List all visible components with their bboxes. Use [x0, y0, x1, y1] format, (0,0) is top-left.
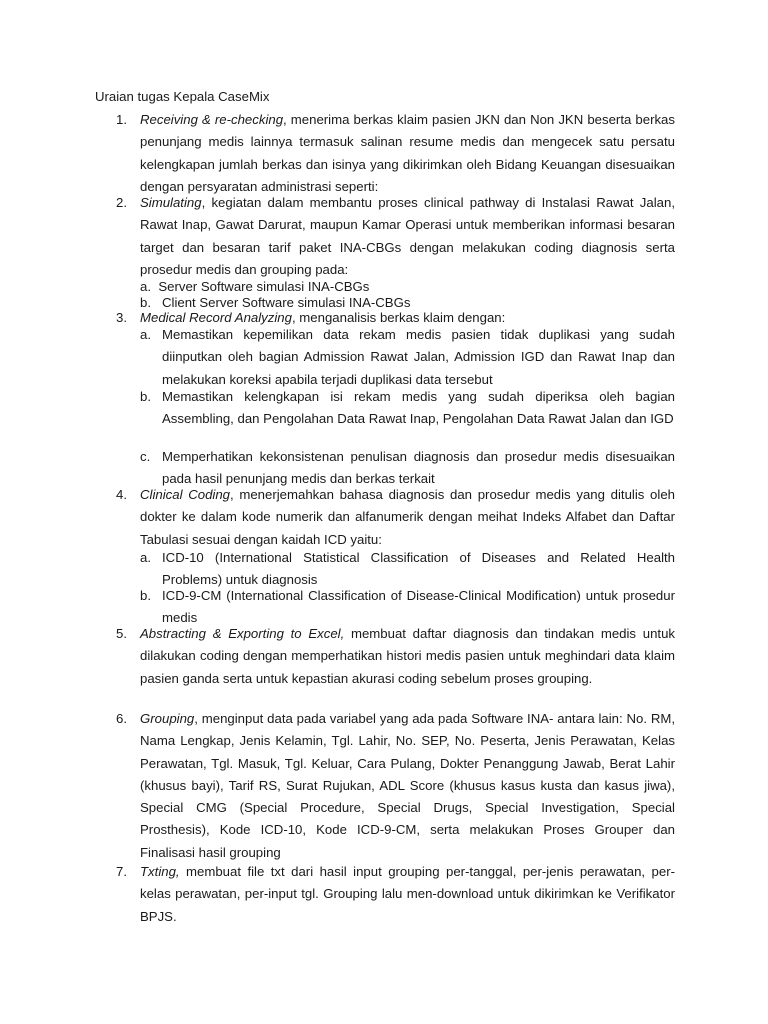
sub-item-text: Server Software simulasi INA-CBGs [158, 279, 370, 294]
item-heading: Clinical Coding [140, 487, 230, 502]
item-number: 5. [116, 626, 127, 641]
item-heading: Medical Record Analyzing [140, 310, 292, 325]
sub-item-text: Client Server Software simulasi INA-CBGs [162, 295, 411, 310]
item-heading: Grouping [140, 711, 195, 726]
sub-item-letter: b. [140, 295, 151, 310]
item-number: 7. [116, 864, 127, 879]
item-number: 3. [116, 310, 127, 325]
item-heading: Abstracting & Exporting to Excel, [140, 626, 345, 641]
list-item-4 [116, 484, 675, 551]
sub-item-text: Memastikan kepemilikan data rekam medis pasien tidak duplikasi yang sudah diinputkan oleh bagian Admission Rawat Jalan, Admission IGD dan Rawat Inap dan melakukan koreksi apabila terjadi duplikasi data tersebut [162, 327, 675, 387]
sub-item-letter: a. [140, 550, 151, 565]
sub-item-text: ICD-10 (International Statistical Classification of Diseases and Related Health Problems) untuk diagnosis [162, 550, 675, 588]
item-text: , menerima berkas klaim pasien JKN dan Non JKN beserta berkas penunjang medis lainnya termasuk salinan resume medis dan mengecek satu persatu kelengkapan jumlah berkas dan isinya yang dikirimkan oleh Bidang Keuangan disesuaikan dengan persyaratan administrasi seperti: [140, 112, 675, 194]
document-title: Uraian tugas Kepala CaseMix [95, 89, 270, 104]
item-number: 4. [116, 487, 127, 502]
item-heading: Receiving & re-checking [140, 112, 284, 127]
sub-item-2b [140, 295, 410, 311]
list-item-7 [116, 861, 675, 928]
sub-item-letter: a. [140, 327, 151, 342]
item-text: membuat daftar diagnosis dan tindakan medis untuk dilakukan coding dengan memperhatikan histori medis pasien untuk meghindari data klaim pasien ganda serta untuk kepastian akurasi coding sebelum proses grouping. [140, 626, 676, 686]
sub-item-text: Memperhatikan kekonsistenan penulisan diagnosis dan prosedur medis disesuaikan pada hasil penunjang medis dan berkas terkait [162, 449, 675, 487]
list-item-2 [116, 192, 675, 281]
sub-item-letter: b. [140, 389, 151, 404]
sub-item-text: ICD-9-CM (International Classification of Disease-Clinical Modification) untuk prosedur medis [162, 588, 675, 626]
item-heading: Txting, [140, 864, 180, 879]
sub-item-letter: a. [140, 279, 151, 294]
item-number: 6. [116, 711, 127, 726]
sub-item-3a [140, 324, 675, 391]
sub-item-letter: c. [140, 449, 151, 464]
item-text: , kegiatan dalam membantu proses clinical pathway di Instalasi Rawat Jalan, Rawat Inap, Gawat Darurat, maupun Kamar Operasi untuk memberikan informasi besaran target dan besaran tarif paket INA-CBGs dengan melakukan coding diagnosis serta prosedur medis dan grouping pada: [140, 195, 675, 277]
item-text: , menginput data pada variabel yang ada pada Software INA- antara lain: No. RM, Nama Lengkap, Jenis Kelamin, Tgl. Lahir, No. SEP, No. Peserta, Jenis Perawatan, Kelas Perawatan, Tgl. Masuk, Tgl. Keluar, Cara Pulang, Dokter Penanggung Jawab, Berat Lahir (khusus bayi), Tarif RS, Surat Rujukan, ADL Score (khusus kasus kusta dan kasus jiwa), Special CMG (Special Procedure, Special Drugs, Special Investigation, Special Prosthesis), Kode ICD-10, Kode ICD-9-CM, serta melakukan Proses Grouper dan Finalisasi hasil grouping [140, 711, 675, 860]
sub-item-letter: b. [140, 588, 151, 603]
item-text: , menganalisis berkas klaim dengan: [291, 310, 506, 325]
item-heading: Simulating [140, 195, 202, 210]
list-item-5 [116, 623, 676, 690]
sub-item-text: Memastikan kelengkapan isi rekam medis yang sudah diperiksa oleh bagian Assembling, dan Pengolahan Data Rawat Inap, Pengolahan Data Rawat Jalan dan IGD [162, 389, 675, 427]
list-item-1 [116, 109, 675, 198]
item-number: 2. [116, 195, 127, 210]
sub-item-3b [140, 386, 675, 431]
list-item-6 [116, 708, 675, 864]
sub-item-2a [140, 279, 369, 295]
item-text: , menerjemahkan bahasa diagnosis dan prosedur medis yang ditulis oleh dokter ke dalam kode numerik dan alfanumerik dengan meihat Indeks Alfabet dan Daftar Tabulasi sesuai dengan kaidah ICD yaitu: [140, 487, 675, 547]
item-text: membuat file txt dari hasil input grouping per-tanggal, per-jenis perawatan, per-kelas perawatan, per-input tgl. Grouping lalu men-download untuk dikirimkan ke Verifikator BPJS. [140, 864, 675, 924]
item-number: 1. [116, 112, 127, 127]
